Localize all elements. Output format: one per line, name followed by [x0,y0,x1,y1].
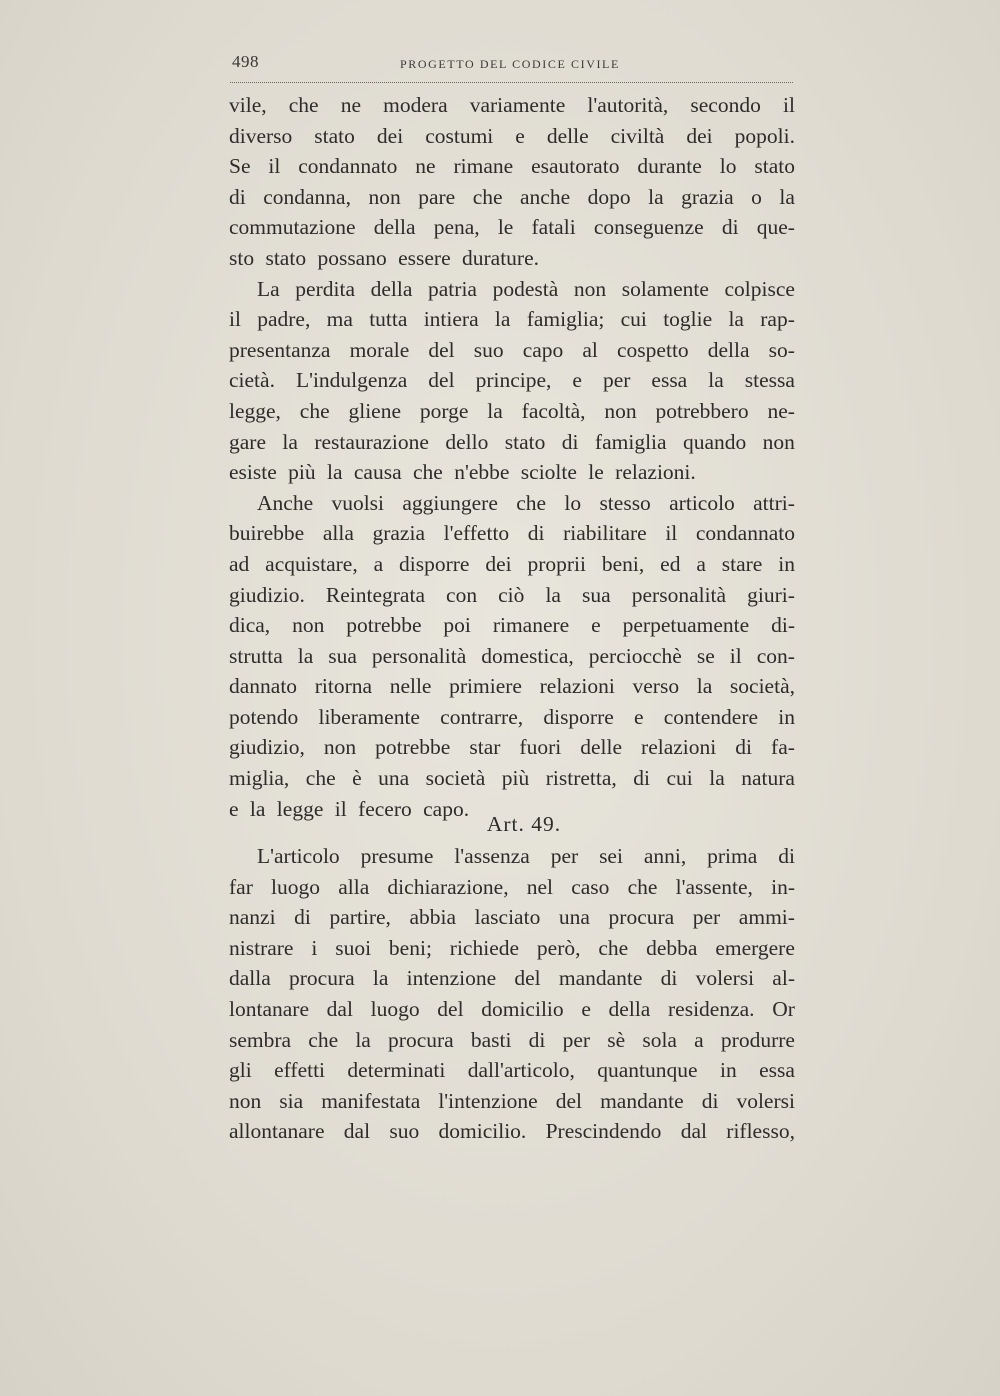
text-line: commutazione della pena, le fatali conseguenze di que- [229,215,795,240]
text-line: dica, non potrebbe poi rimanere e perpetuamente di- [229,613,795,638]
text-line: nistrare i suoi beni; richiede però, che debba emergere [229,935,795,960]
text-line: strutta la sua personalità domestica, perciocchè se il con- [229,643,795,668]
text-line: buirebbe alla grazia l'effetto di riabilitare il condannato [229,521,795,546]
text-line: cietà. L'indulgenza del principe, e per essa la stessa [229,368,795,393]
text-line: L'articolo presume l'assenza per sei anni, prima di [257,844,795,868]
text-line: e la legge il fecero capo. [229,796,470,821]
text-line: potendo liberamente contrarre, disporre e contendere in [229,704,795,729]
text-line: far luogo alla dichiarazione, nel caso che l'assente, in- [229,874,795,899]
text-line: miglia, che è una società più ristretta, di cui la natura [229,766,795,791]
text-line: La perdita della patria podestà non solamente colpisce [257,276,795,301]
text-line: gli effetti determinati dall'articolo, quantunque in essa [229,1058,795,1083]
text-line: di condanna, non pare che anche dopo la grazia o la [229,184,795,209]
text-line: diverso stato dei costumi e delle civiltà dei popoli. [229,123,795,148]
text-line: vile, che ne modera variamente l'autorità, secondo il [229,93,795,117]
text-line: sembra che la procura basti di per sè sola a produrre [229,1027,795,1052]
article-heading-text: Art. 49. [486,812,562,836]
text-line: giudizio, non potrebbe star fuori delle relazioni di fa- [229,735,795,760]
text-line: Se il condannato ne rimane esautorato durante lo stato [229,154,795,179]
text-line: il padre, ma tutta intiera la famiglia; cui toglie la rap- [229,307,795,332]
text-line: Anche vuolsi aggiungere che lo stesso articolo attri- [257,490,795,515]
page-header [230,52,793,83]
text-line: giudizio. Reintegrata con ciò la sua personalità giuri- [229,582,795,607]
body-text-block-1 [229,90,795,824]
text-line: non sia manifestata l'intenzione del mandante di volersi [229,1088,795,1113]
body-text-block-2 [229,841,795,1147]
text-line: esiste più la causa che n'ebbe sciolte le relazioni. [229,460,696,485]
text-line: presentanza morale del suo capo al cospetto della so- [229,337,795,362]
text-line: allontanare dal suo domicilio. Prescindendo dal riflesso, [229,1119,795,1144]
text-line: legge, che gliene porge la facoltà, non potrebbero ne- [229,398,795,423]
running-title: PROGETTO DEL CODICE CIVILE [400,57,620,71]
text-line: dannato ritorna nelle primiere relazioni verso la società, [229,674,795,699]
text-line: sto stato possano essere durature. [229,245,539,270]
page-number: 498 [232,52,259,71]
text-line: gare la restaurazione dello stato di famiglia quando non [229,429,795,454]
text-line: ad acquistare, a disporre dei proprii beni, ed a stare in [229,551,795,576]
article-heading [229,812,795,837]
text-line: dalla procura la intenzione del mandante di volersi al- [229,966,795,991]
text-line: lontanare dal luogo del domicilio e della residenza. Or [229,996,795,1021]
text-line: nanzi di partire, abbia lasciato una procura per ammi- [229,905,795,930]
